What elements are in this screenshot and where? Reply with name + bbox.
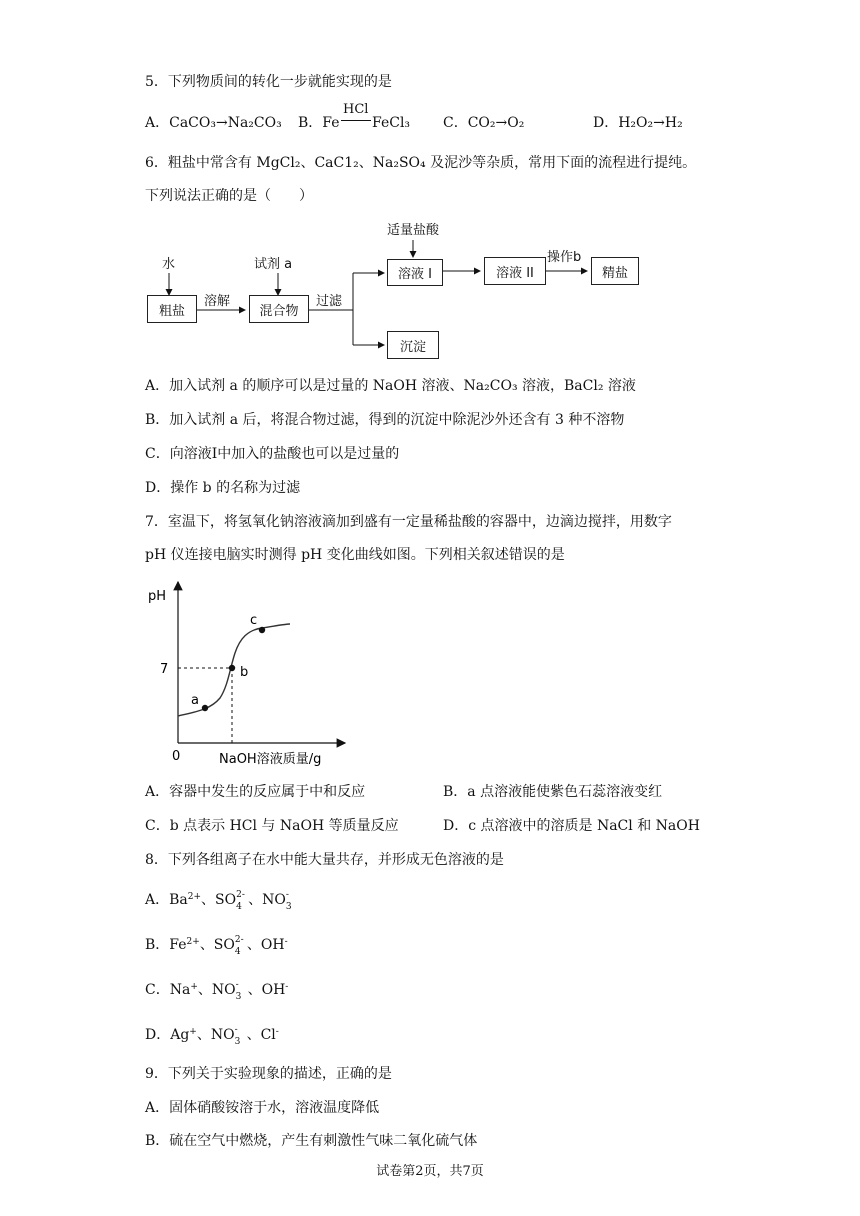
flow-mixture-box: 混合物 bbox=[249, 295, 309, 323]
q7-stem-line2: pH 仪连接电脑实时测得 pH 变化曲线如图。下列相关叙述错误的是 bbox=[145, 547, 565, 563]
q8a-no3-stack: - 3 bbox=[285, 890, 292, 912]
flow-solution1-box: 溶液 I bbox=[387, 259, 443, 286]
q8c-sep2: 、OH bbox=[247, 982, 286, 998]
q6-option-d: D．操作 b 的名称为过滤 bbox=[145, 480, 301, 496]
q8b-oh-charge: - bbox=[284, 937, 288, 947]
q8b-sep2: 、OH bbox=[246, 937, 285, 953]
point-b-label: b bbox=[240, 665, 249, 680]
q6-option-c: C．向溶液I中加入的盐酸也可以是过量的 bbox=[145, 446, 400, 462]
flow-filter-label: 过滤 bbox=[316, 294, 343, 309]
page-footer: 试卷第2页，共7页 bbox=[376, 1164, 484, 1179]
q8a-sep1: 、SO bbox=[201, 892, 237, 908]
flow-fine-salt-box: 精盐 bbox=[591, 257, 639, 285]
point-c-label: c bbox=[250, 613, 258, 628]
q6-stem-line2: 下列说法正确的是（ ） bbox=[145, 188, 313, 204]
q8a-so4-stack: 2- 4 bbox=[236, 890, 245, 912]
ph-chart-svg bbox=[140, 578, 360, 773]
q6-stem-line1: 6．粗盐中常含有 MgCl₂、CaC1₂、Na₂SO₄ 及泥沙等杂质，常用下面的流程进行提纯。 bbox=[145, 155, 697, 171]
q8d-ag-charge: + bbox=[189, 1027, 197, 1037]
origin-label: 0 bbox=[172, 749, 181, 764]
q7-stem-line1: 7．室温下，将氢氧化钠溶液滴加到盛有一定量稀盐酸的容器中，边滴边搅拌，用数字 bbox=[145, 514, 672, 530]
q8a-sep2: 、NO bbox=[248, 892, 286, 908]
flow-operation-b-label: 操作b bbox=[547, 250, 582, 265]
q9-stem: 9．下列关于实验现象的描述，正确的是 bbox=[145, 1066, 392, 1082]
flow-precipitate-box: 沉淀 bbox=[387, 331, 439, 359]
x-axis-label: NaOH溶液质量/g bbox=[219, 752, 322, 767]
q5-stem: 5．下列物质间的转化一步就能实现的是 bbox=[145, 74, 392, 90]
q8b-so4-stack: 2- 4 bbox=[234, 935, 244, 957]
q6-option-b: B．加入试剂 a 后，将混合物过滤，得到的沉淀中除泥沙外还含有 3 种不溶物 bbox=[145, 412, 625, 428]
q8d-cl-charge: - bbox=[275, 1027, 279, 1037]
q5-reaction-arrow bbox=[341, 120, 371, 121]
q7-option-c: C．b 点表示 HCl 与 NaOH 等质量反应 bbox=[145, 818, 399, 834]
flow-dissolve-label: 溶解 bbox=[204, 294, 231, 309]
q8c-na-charge: + bbox=[190, 982, 198, 992]
q8-option-c bbox=[145, 980, 288, 1000]
q6-option-a: A．加入试剂 a 的顺序可以是过量的 NaOH 溶液、Na₂CO₃ 溶液，BaCl₂ 溶液 bbox=[145, 378, 636, 394]
q9-option-b: B．硫在空气中燃烧，产生有刺激性气味二氧化硫气体 bbox=[145, 1133, 478, 1149]
q8d-sep2: 、Cl bbox=[246, 1027, 276, 1043]
point-b bbox=[229, 665, 235, 671]
q8-option-d bbox=[145, 1025, 279, 1045]
q8c-na: C．Na bbox=[145, 982, 191, 998]
q8-stem: 8．下列各组离子在水中能大量共存，并形成无色溶液的是 bbox=[145, 852, 504, 868]
point-a bbox=[202, 705, 208, 711]
flow-solution2-box: 溶液 II bbox=[484, 257, 546, 285]
q7-option-d: D．c 点溶液中的溶质是 NaCl 和 NaOH bbox=[443, 818, 700, 834]
q8d-no3-stack: - 3 bbox=[234, 1025, 241, 1047]
q5-option-d: D．H₂O₂→H₂ bbox=[593, 115, 683, 131]
q8d-ag: D．Ag bbox=[145, 1027, 190, 1043]
flow-water-label: 水 bbox=[162, 257, 176, 272]
q5-option-a: A．CaCO₃→Na₂CO₃ bbox=[145, 115, 282, 131]
q8c-oh-charge: - bbox=[285, 982, 289, 992]
point-a-label: a bbox=[191, 693, 199, 708]
q8a-ba-charge: 2+ bbox=[187, 892, 202, 902]
q6-flow-diagram bbox=[140, 215, 660, 365]
q8c-no3-stack: - 3 bbox=[235, 980, 242, 1002]
q8c-sep1: 、NO bbox=[197, 982, 236, 998]
y-axis-label: pH bbox=[148, 589, 167, 604]
q8b-fe: B．Fe bbox=[145, 937, 187, 953]
q8b-fe-charge: 2+ bbox=[186, 937, 200, 947]
q5-option-b-label: B． bbox=[298, 115, 323, 131]
q5-option-b-from: Fe bbox=[322, 115, 340, 131]
q8d-sep1: 、NO bbox=[196, 1027, 235, 1043]
q7-option-b: B．a 点溶液能使紫色石蕊溶液变红 bbox=[443, 784, 663, 800]
q9-option-a: A．固体硝酸铵溶于水，溶液温度降低 bbox=[145, 1100, 380, 1116]
ph-chart bbox=[140, 578, 360, 773]
y-tick-7: 7 bbox=[160, 662, 169, 677]
flow-acid-label: 适量盐酸 bbox=[387, 223, 440, 238]
q5-option-b-product: FeCl₃ bbox=[372, 115, 411, 131]
q7-option-a: A．容器中发生的反应属于中和反应 bbox=[145, 784, 366, 800]
q8-option-b bbox=[145, 935, 288, 955]
q5-option-b bbox=[298, 113, 340, 133]
q5-option-b-reagent: HCl bbox=[343, 102, 369, 117]
flow-crude-salt-box: 粗盐 bbox=[147, 295, 197, 323]
q5-option-c: C．CO₂→O₂ bbox=[443, 115, 525, 131]
q8b-sep1: 、SO bbox=[199, 937, 235, 953]
q8-option-a bbox=[145, 890, 298, 910]
point-c bbox=[259, 627, 265, 633]
flow-reagent-a-label: 试剂 a bbox=[254, 257, 293, 272]
q8a-ba: A．Ba bbox=[145, 892, 188, 908]
